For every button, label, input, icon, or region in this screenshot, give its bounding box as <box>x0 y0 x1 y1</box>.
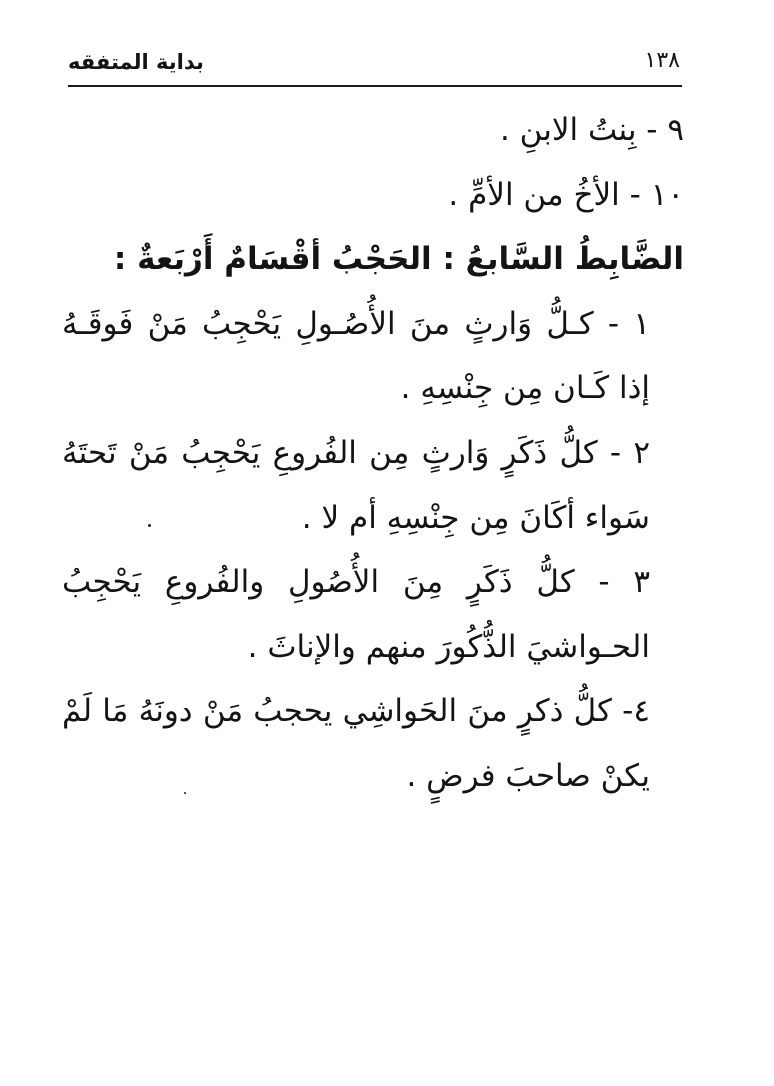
blocking-division-4: ٤- كلُّ ذكرٍ منَ الحَواشِي يحجبُ مَنْ دونَهُ مَا لَمْ يكنْ صاحبَ فرضٍ . <box>62 693 650 794</box>
running-head <box>68 44 682 84</box>
inheritor-item-9: ٩ - بِنتُ الابنِ . <box>499 112 684 148</box>
page-body <box>62 98 684 809</box>
scan-speck <box>148 524 151 527</box>
rule-7-heading: الضَّابِطُ السَّابعُ : الحَجْبُ أقْسَامٌ أَرْبَعةٌ : <box>113 241 684 278</box>
book-title: بداية المتفقه <box>68 50 204 74</box>
header-rule <box>68 85 682 87</box>
blocking-division-1: ١ - كـلُّ وَارثٍ منَ الأُصُـولِ يَحْجِبُ مَنْ فَوقَـهُ إذا كَـان مِن جِنْسِهِ . <box>62 305 650 407</box>
scan-speck <box>184 792 186 794</box>
blocking-division-2: ٢ - كلُّ ذَكَرٍ وَارثٍ مِن الفُروعِ يَحْجِبُ مَنْ تَحتَهُ سَواء أكَانَ مِن جِنْسِهِ أم لا . <box>62 434 650 536</box>
inheritor-item-10: ١٠ - الأخُ من الأمِّ . <box>448 176 684 213</box>
blocking-division-3: ٣ - كلُّ ذَكَرٍ مِنَ الأُصُولِ والفُروعِ يَحْجِبُ الحـواشيَ الذُّكُورَ منهم والإناثَ . <box>62 564 650 665</box>
page-number: ١٣٨ <box>644 48 680 73</box>
